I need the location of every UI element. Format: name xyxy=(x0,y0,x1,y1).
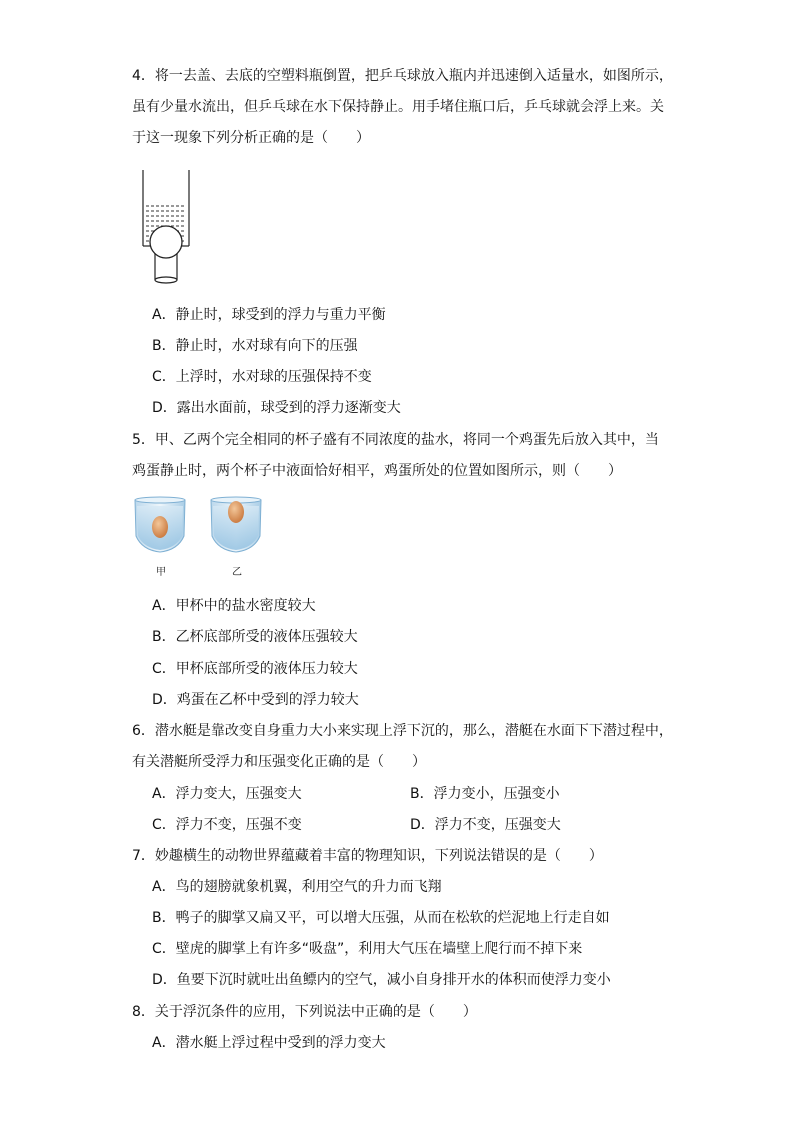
q6-option-d[interactable]: D．浮力不变，压强变大 xyxy=(410,817,561,833)
q5-stem-line-2: 鸡蛋静止时，两个杯子中液面恰好相平，鸡蛋所处的位置如图所示，则（ ） xyxy=(132,463,622,479)
q4-option-b[interactable]: B．静止时，水对球有向下的压强 xyxy=(152,338,358,354)
q7-option-c[interactable]: C．壁虎的脚掌上有许多“吸盘”，利用大气压在墙壁上爬行而不掉下来 xyxy=(152,941,583,957)
q6-stem-line-1: 6．潜水艇是靠改变自身重力大小来实现上浮下沉的，那么，潜艇在水面下下潜过程中， xyxy=(132,723,673,739)
q4-stem-line-1: 4．将一去盖、去底的空塑料瓶倒置，把乒乓球放入瓶内并迅速倒入适量水，如图所示， xyxy=(132,68,673,84)
q5-option-b[interactable]: B．乙杯底部所受的液体压强较大 xyxy=(152,629,358,645)
q8-option-a[interactable]: A．潜水艇上浮过程中受到的浮力变大 xyxy=(152,1035,386,1051)
cup-label-yi: 乙 xyxy=(232,567,242,578)
q7-option-a[interactable]: A．鸟的翅膀就象机翼，利用空气的升力而飞翔 xyxy=(152,879,442,895)
q6-option-c[interactable]: C．浮力不变，压强不变 xyxy=(152,817,302,833)
q7-option-b[interactable]: B．鸭子的脚掌又扁又平，可以增大压强，从而在松软的烂泥地上行走自如 xyxy=(152,910,610,926)
q6-stem-line-2: 有关潜艇所受浮力和压强变化正确的是（ ） xyxy=(132,754,426,770)
q7-option-d[interactable]: D．鱼要下沉时就吐出鱼鳔内的空气，减小自身排开水的体积而使浮力变小 xyxy=(152,972,611,988)
q6-option-a[interactable]: A．浮力变大，压强变大 xyxy=(152,786,302,802)
bottle-ball-figure xyxy=(138,168,198,288)
q8-stem-line-1: 8．关于浮沉条件的应用，下列说法中正确的是（ ） xyxy=(132,1004,477,1020)
q7-stem-line-1: 7．妙趣横生的动物世界蕴藏着丰富的物理知识，下列说法错误的是（ ） xyxy=(132,848,603,864)
q5-stem-line-1: 5．甲、乙两个完全相同的杯子盛有不同浓度的盐水，将同一个鸡蛋先后放入其中，当 xyxy=(132,432,659,448)
q4-option-a[interactable]: A．静止时，球受到的浮力与重力平衡 xyxy=(152,307,386,323)
q5-option-c[interactable]: C．甲杯底部所受的液体压力较大 xyxy=(152,661,358,677)
q5-option-d[interactable]: D．鸡蛋在乙杯中受到的浮力较大 xyxy=(152,692,359,708)
q4-option-d[interactable]: D．露出水面前，球受到的浮力逐渐变大 xyxy=(152,400,401,416)
cup-label-jia: 甲 xyxy=(156,567,166,578)
q5-option-a[interactable]: A．甲杯中的盐水密度较大 xyxy=(152,598,316,614)
egg-cups-figure xyxy=(132,494,272,564)
q4-stem-line-2: 虽有少量水流出，但乒乓球在水下保持静止。用手堵住瓶口后，乒乓球就会浮上来。关 xyxy=(132,99,664,115)
q4-option-c[interactable]: C．上浮时，水对球的压强保持不变 xyxy=(152,369,372,385)
q6-option-b[interactable]: B．浮力变小，压强变小 xyxy=(410,786,560,802)
q4-stem-line-3: 于这一现象下列分析正确的是（ ） xyxy=(132,130,370,146)
